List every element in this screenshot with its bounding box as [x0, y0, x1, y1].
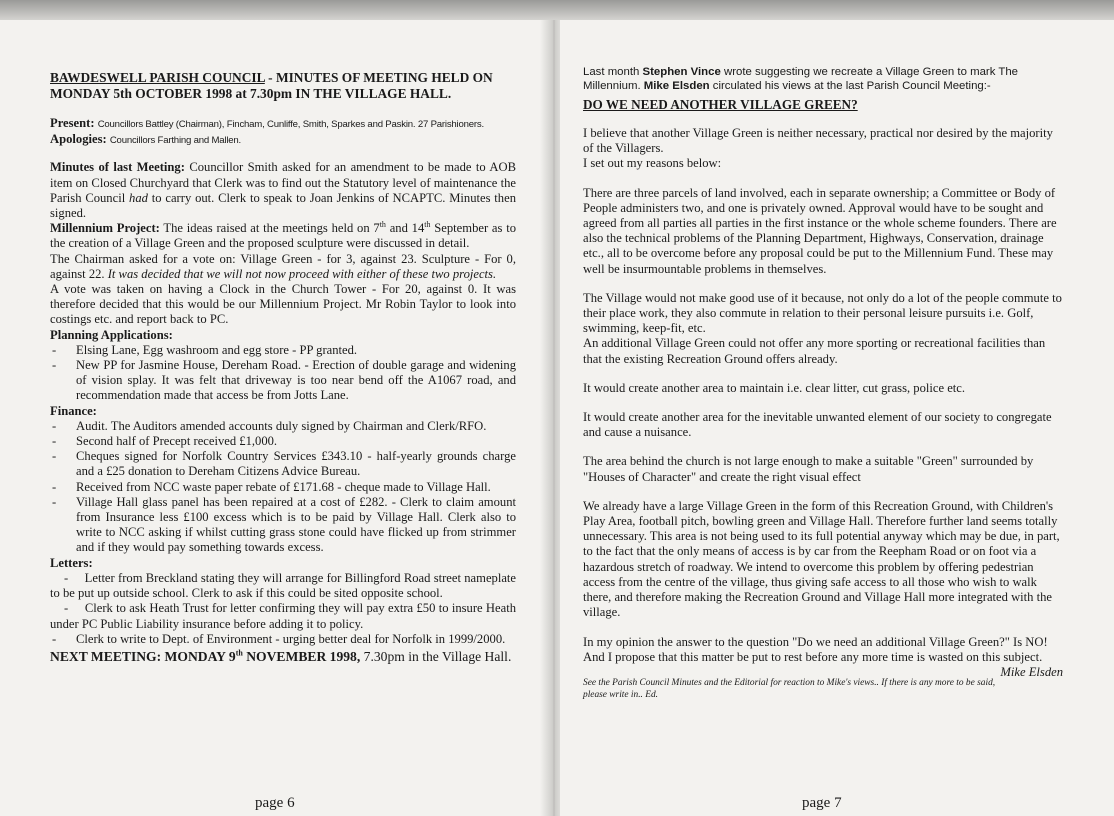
list-item: - Received from NCC waste paper rebate of £171.68 - cheque made to Village Hall.: [50, 480, 516, 495]
present-text: Councillors Battley (Chairman), Fincham, Cunliffe, Smith, Sparkes and Paskin. 27 Parishioners.: [97, 119, 484, 130]
paragraph: We already have a large Village Green in the form of this Recreation Ground, with Children's Play Area, football pitch, bowling green and Village Hall. Therefore further land seems totally unnecessary. This area is not being used to its full potential anyway which may be due, in part, to the fact that the only means of access is by car from the Reepham Road or on foot via a hazardous stretch of roadway. We intend to overcome this problem by offering pedestrian access from the centre of the village, thus giving safe access to all those who wish to walk there, and therefore making the Recreation Ground and Village Hall more integrated with the village.: [583, 498, 1060, 620]
present-line: [50, 116, 516, 132]
minutes-content: [50, 70, 516, 664]
paragraph: There are three parcels of land involved, each in separate ownership; a Committee or Body of People administers two, and one is privately owned. Approval would have to be sought and agreed from all parties all parties in the first instance or the whole scheme founders. There are also the technical problems of the Planning Department, Highways, Conservation, drainage etc., all to be overcome before any proposal could be put to the Millennium Fund. These may well be insurmountable problems in themselves.: [583, 185, 1057, 276]
paragraph: It would create another area to maintain i.e. clear litter, cut grass, police etc.: [583, 380, 966, 395]
minutes-text-end: to carry out. Clerk to speak to Joan Jenkins of NCAPTC. Minutes then signed.: [50, 190, 516, 221]
apologies-text: Councillors Farthing and Mallen.: [109, 135, 242, 147]
millennium-section: [50, 221, 516, 251]
vote-decision: It was decided that we will not now proceed with either of these two projects.: [107, 266, 497, 281]
article-content: [583, 65, 1063, 701]
superscript: th: [379, 220, 386, 230]
apologies-line: [50, 132, 516, 148]
apologies-label: Apologies:: [50, 132, 107, 147]
list-item: - Audit. The Auditors amended accounts duly signed by Chairman and Clerk/RFO.: [50, 419, 516, 434]
paragraph: An additional Village Green could not offer any more sporting or recreational facilities than that the existing Recreation Ground offers already.: [583, 336, 1046, 366]
letter-text: Letter from Breckland stating they will arrange for Billingford Road street nameplate to be put up outside school. Clerk to ask if this could be sited opposite school.: [50, 570, 517, 601]
minutes-title: [50, 70, 516, 102]
paragraph: It would create another area for the inevitable unwanted element of our society to congregate and cause a nuisance.: [583, 410, 1052, 440]
list-item: - Cheques signed for Norfolk Country Services £343.10 - half-yearly grounds charge and a £25 donation to Dereham Citizens Advice Bureau.: [50, 449, 516, 479]
list-item: - Second half of Precept received £1,000.: [50, 434, 516, 449]
article-intro: [583, 65, 1063, 94]
next-meeting-date: NOVEMBER 1998,: [242, 648, 361, 664]
finance-list: [50, 419, 516, 556]
council-name: BAWDESWELL PARISH COUNCIL: [50, 70, 265, 85]
paragraph: The area behind the church is not large enough to make a suitable "Green" surrounded by "Houses of Character" and create the right visual effect: [583, 454, 1034, 484]
intro-text: Last month: [583, 66, 643, 78]
paragraph: I set out my reasons below:: [583, 156, 722, 171]
author-name: Stephen Vince: [642, 66, 721, 78]
next-meeting-time: 7.30pm in the Village Hall.: [360, 648, 512, 664]
signature: Mike Elsden: [1000, 664, 1063, 679]
vote-village-green: [50, 252, 516, 282]
next-meeting-label: NEXT MEETING: MONDAY 9: [50, 648, 236, 664]
minutes-section: [50, 160, 516, 221]
author-name: Mike Elsden: [643, 80, 710, 93]
list-item: - Clerk to write to Dept. of Environment - urging better deal for Norfolk in 1999/2000.: [50, 632, 516, 647]
intro-text-mid: wrote suggesting we recreate a Village Green to mark The Millennium.: [583, 66, 1018, 93]
millennium-label: Millennium Project:: [50, 221, 160, 236]
paragraph: [583, 634, 1063, 679]
list-item: - Village Hall glass panel has been repaired at a cost of £282. - Clerk to claim amount from Insurance less £100 excess which is to be paid by Village Hall. Clerk also to write to NCC asking if whilst cutting grass stone could have flicked up from strimmer and if they would pay something towards excess.: [50, 495, 516, 556]
letters-list: [50, 632, 516, 647]
scan-top-edge: [0, 0, 1114, 20]
intro-text-end: circulated his views at the last Parish Council Meeting:-: [709, 80, 991, 93]
planning-label: Planning Applications:: [50, 327, 173, 342]
superscript: th: [235, 648, 243, 658]
minutes-text: Councillor Smith asked for an amendment to be made to AOB item on Closed Churchyard that Clerk was to find out the Statutory level of maintenance the Parish Council: [50, 160, 516, 205]
planning-list: [50, 343, 516, 404]
article-heading: DO WE NEED ANOTHER VILLAGE GREEN?: [583, 96, 858, 112]
editorial-note: See the Parish Council Minutes and the Editorial for reaction to Mike's views.. If there is any more to be said, please write in.. Ed.: [583, 677, 996, 700]
page-right: [560, 20, 1114, 816]
page-number: page 7: [802, 795, 842, 811]
paragraph: The Village would not make good use of it because, not only do a lot of the people commute to their place work, they also commute in relation to their personal leisure pursuits i.e. Golf, swimming, keep-fit, etc.: [583, 290, 1062, 336]
letter-item: - Letter from Breckland stating they will arrange for Billingford Road street nameplate to be put up outside school. Clerk to ask if this could be sited opposite school.: [50, 570, 517, 601]
minutes-label: Minutes of last Meeting:: [50, 160, 185, 175]
millennium-text: The ideas raised at the meetings held on 7: [159, 221, 380, 236]
next-meeting: [50, 649, 516, 664]
page-number: page 6: [255, 795, 295, 811]
list-item: - New PP for Jasmine House, Dereham Road. - Erection of double garage and widening of vision splay. It was felt that driveway is too near bend off the A1067 road, and recommendation made that access be from Jotts Lane.: [50, 358, 516, 404]
finance-label: Finance:: [50, 403, 97, 418]
millennium-text-end: September as to the creation of a Village Green and the proposed sculpture were discussed in detail.: [50, 221, 516, 251]
vote-clock: A vote was taken on having a Clock in the Church Tower - For 20, against 0. It was therefore decided that this would be our Millennium Project. Mr Robin Taylor to look into costings etc. and report back to PC.: [50, 282, 516, 327]
vote-text: The Chairman asked for a vote on: Village Green - for 3, against 23. Sculpture - For 0, against 22.: [50, 251, 516, 281]
page-left: [0, 20, 548, 816]
letters-label: Letters:: [50, 555, 93, 570]
list-item: - Elsing Lane, Egg washroom and egg store - PP granted.: [50, 343, 516, 358]
letter-item: - Clerk to ask Heath Trust for letter confirming they will pay extra £50 to insure Heath under PC Public Liability insurance before adding it to policy.: [50, 601, 516, 631]
present-label: Present:: [50, 116, 95, 130]
minutes-title-rest: - MINUTES OF MEETING HELD ON MONDAY 5th OCTOBER 1998 at 7.30pm IN THE VILLAGE HALL.: [50, 70, 493, 101]
millennium-text-mid: and 14: [385, 221, 425, 236]
paragraph: I believe that another Village Green is neither necessary, practical nor desired by the majority of the Villagers.: [583, 126, 1053, 156]
paragraph-text: In my opinion the answer to the question "Do we need an additional Village Green?" Is NO! And I propose that this matter be put to rest before any more time is wasted on this subject.: [583, 634, 1048, 664]
letter-text: Clerk to ask Heath Trust for letter confirming they will pay extra £50 to insure Heath under PC Public Liability insurance before adding it to policy.: [50, 601, 516, 631]
minutes-emphasis: had: [129, 190, 148, 205]
superscript: th: [424, 220, 431, 230]
